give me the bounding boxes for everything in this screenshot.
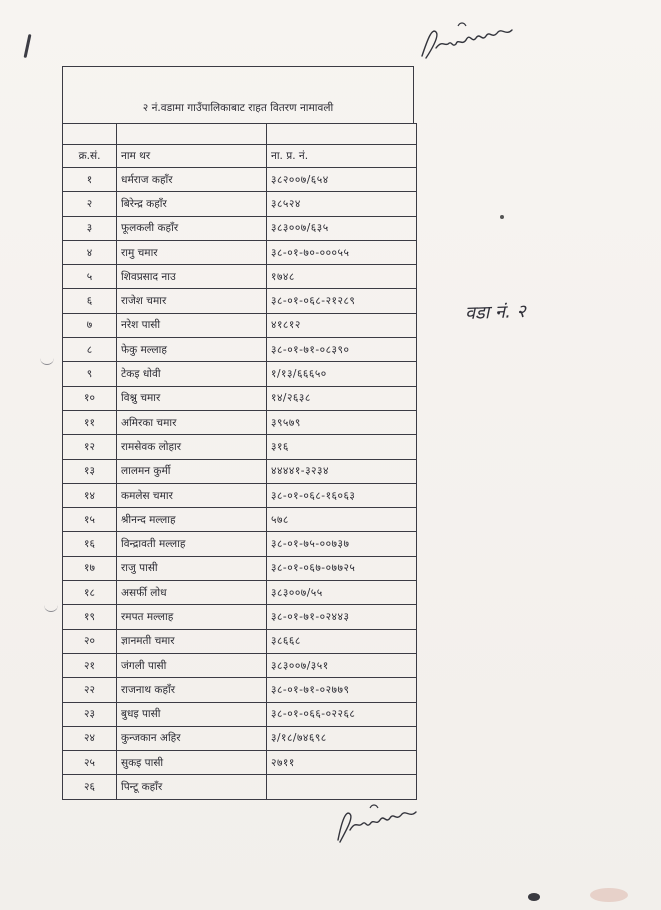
blank-cell <box>117 124 267 145</box>
id-cell: १/१३/६६६५० <box>267 362 417 386</box>
id-cell: ३/१८/७४६९८ <box>267 726 417 750</box>
table-row <box>63 508 417 532</box>
name-cell: शिवप्रसाद नाउ <box>117 265 267 289</box>
name-cell: पिन्टू कहाँर <box>117 775 267 799</box>
id-cell: ३८-०१-०६८-२१२८९ <box>267 289 417 313</box>
table-row <box>63 192 417 216</box>
sn-cell: २ <box>63 192 117 216</box>
id-cell: ५७८ <box>267 508 417 532</box>
id-cell: २७११ <box>267 751 417 775</box>
id-cell: ३८३००७/६३५ <box>267 216 417 240</box>
name-cell: विश्नु चमार <box>117 386 267 410</box>
sn-cell: १२ <box>63 435 117 459</box>
id-cell: ३८-०१-०६६-०२२६८ <box>267 702 417 726</box>
sn-cell: ६ <box>63 289 117 313</box>
punch-hole-mark <box>40 358 54 365</box>
name-cell: नरेश पासी <box>117 313 267 337</box>
name-cell: बिरेन्द्र कहाँर <box>117 192 267 216</box>
id-cell: ३८३००७/५५ <box>267 581 417 605</box>
name-cell: टेकइ धोवी <box>117 362 267 386</box>
name-cell: राजेश चमार <box>117 289 267 313</box>
id-cell: ३९५७९ <box>267 410 417 434</box>
id-cell: ३८-०१-७१-०८३९० <box>267 338 417 362</box>
id-cell: ४१८१२ <box>267 313 417 337</box>
sn-cell: ८ <box>63 338 117 362</box>
sn-cell: १५ <box>63 508 117 532</box>
table-row <box>63 702 417 726</box>
table-row <box>63 168 417 192</box>
sn-cell: २० <box>63 629 117 653</box>
id-cell: ३८६६८ <box>267 629 417 653</box>
stain <box>590 888 628 902</box>
column-header-sn: क्र.सं. <box>63 145 117 168</box>
sn-cell: ११ <box>63 410 117 434</box>
sn-cell: ४ <box>63 240 117 264</box>
sn-cell: ७ <box>63 313 117 337</box>
ward-note: वडा नं. २ <box>464 300 527 325</box>
blank-cell <box>63 124 117 145</box>
table-row <box>63 751 417 775</box>
id-cell: ३८-०१-७०-०००५५ <box>267 240 417 264</box>
table-row <box>63 435 417 459</box>
name-cell: फूलकली कहाँर <box>117 216 267 240</box>
table-row <box>63 410 417 434</box>
id-cell: १७४८ <box>267 265 417 289</box>
id-cell: १४/२६३८ <box>267 386 417 410</box>
table-row <box>63 605 417 629</box>
sn-cell: २३ <box>63 702 117 726</box>
id-cell: ३१६ <box>267 435 417 459</box>
sn-cell: १ <box>63 168 117 192</box>
name-cell: विन्द्रावती मल्लाह <box>117 532 267 556</box>
table-row <box>63 581 417 605</box>
table-row <box>63 265 417 289</box>
blank-row <box>63 124 417 145</box>
sn-cell: ५ <box>63 265 117 289</box>
table-row <box>63 338 417 362</box>
name-cell: धर्मराज कहाँर <box>117 168 267 192</box>
table-row <box>63 532 417 556</box>
id-cell: ३८-०१-७५-००७३७ <box>267 532 417 556</box>
name-cell: ज्ञानमती चमार <box>117 629 267 653</box>
name-list-table <box>62 123 417 800</box>
table-row <box>63 216 417 240</box>
sn-cell: १९ <box>63 605 117 629</box>
column-header-id: ना. प्र. नं. <box>267 145 417 168</box>
id-cell: ३८-०१-०६८-१६०६३ <box>267 483 417 507</box>
table-row <box>63 629 417 653</box>
sn-cell: १७ <box>63 556 117 580</box>
sn-cell: २५ <box>63 751 117 775</box>
document-title: २ नं.वडामा गाउँपालिकाबाट राहत वितरण नामावली <box>142 102 334 114</box>
punch-hole-mark <box>44 605 58 612</box>
relief-distribution-table <box>62 66 414 800</box>
name-cell: रामसेवक लोहार <box>117 435 267 459</box>
table-row <box>63 483 417 507</box>
id-cell: ३८-०१-०६७-०७७२५ <box>267 556 417 580</box>
blank-cell <box>267 124 417 145</box>
name-cell: बुधइ पासी <box>117 702 267 726</box>
table-row <box>63 362 417 386</box>
sn-cell: २४ <box>63 726 117 750</box>
id-cell: ३८३००७/३५१ <box>267 653 417 677</box>
table-row <box>63 240 417 264</box>
table-row <box>63 775 417 799</box>
table-row <box>63 678 417 702</box>
table-row <box>63 459 417 483</box>
table-row <box>63 386 417 410</box>
signature-bottom <box>332 798 422 850</box>
name-cell: कमलेस चमार <box>117 483 267 507</box>
sn-cell: ९ <box>63 362 117 386</box>
signature-top <box>418 18 518 67</box>
id-cell: ४४४४१-३२३४ <box>267 459 417 483</box>
sn-cell: २१ <box>63 653 117 677</box>
id-cell: ३८-०१-७१-०२४४३ <box>267 605 417 629</box>
table-row <box>63 556 417 580</box>
name-cell: लालमन कुर्मी <box>117 459 267 483</box>
name-cell: असर्फी लोध <box>117 581 267 605</box>
name-cell: श्रीनन्द मल्लाह <box>117 508 267 532</box>
sn-cell: १८ <box>63 581 117 605</box>
table-row <box>63 653 417 677</box>
name-cell: फेकु मल्लाह <box>117 338 267 362</box>
sn-cell: १४ <box>63 483 117 507</box>
name-cell: अमिरका चमार <box>117 410 267 434</box>
sn-cell: ३ <box>63 216 117 240</box>
title-block <box>62 66 414 123</box>
column-header-name: नाम थर <box>117 145 267 168</box>
table-row <box>63 289 417 313</box>
sn-cell: १६ <box>63 532 117 556</box>
name-cell: राजनाथ कहाँर <box>117 678 267 702</box>
pen-mark <box>24 34 32 58</box>
ink-smudge <box>528 893 540 901</box>
table-row <box>63 313 417 337</box>
sn-cell: १३ <box>63 459 117 483</box>
name-cell: रमपत मल्लाह <box>117 605 267 629</box>
name-cell: राजु पासी <box>117 556 267 580</box>
sn-cell: १० <box>63 386 117 410</box>
header-row <box>63 145 417 168</box>
table-row <box>63 726 417 750</box>
ink-dot <box>500 215 504 219</box>
name-cell: सुकइ पासी <box>117 751 267 775</box>
sn-cell: २६ <box>63 775 117 799</box>
id-cell: ३८-०१-७१-०२७७९ <box>267 678 417 702</box>
id-cell <box>267 775 417 799</box>
name-cell: कुन्जकान अहिर <box>117 726 267 750</box>
name-cell: रामु चमार <box>117 240 267 264</box>
name-cell: जंगली पासी <box>117 653 267 677</box>
id-cell: ३८५२४ <box>267 192 417 216</box>
sn-cell: २२ <box>63 678 117 702</box>
id-cell: ३८२००७/६५४ <box>267 168 417 192</box>
